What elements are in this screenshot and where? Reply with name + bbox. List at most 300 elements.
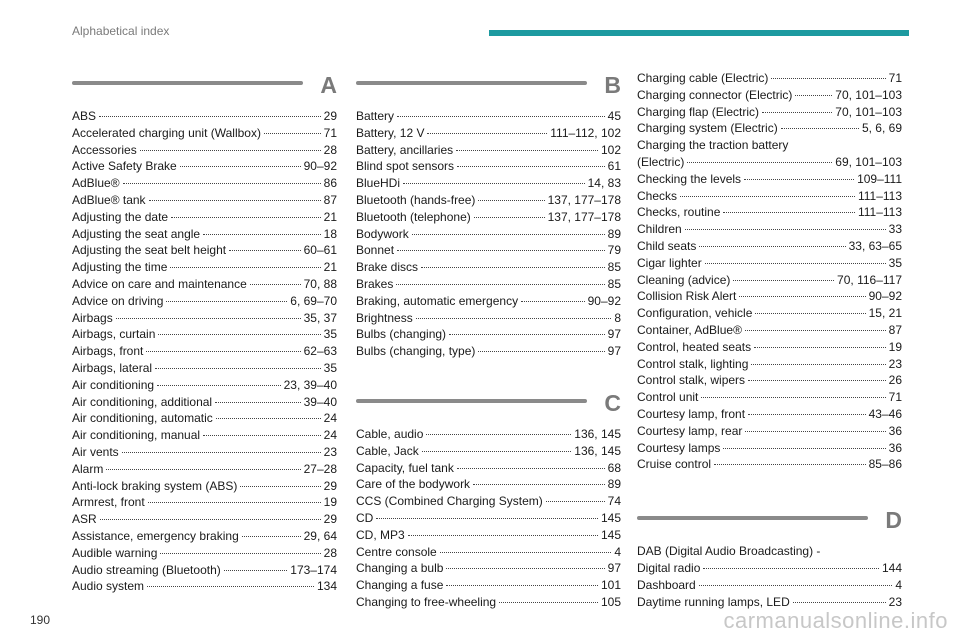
dot-leader (457, 166, 605, 167)
entry-pages[interactable]: 85 (607, 260, 621, 275)
index-entry (356, 326, 621, 343)
dot-leader (116, 318, 301, 319)
entry-pages[interactable]: 70, 101–103 (835, 104, 902, 119)
entry-pages[interactable]: 111–113 (857, 188, 902, 203)
index-entry (356, 142, 621, 159)
entry-term: Bodywork (356, 226, 409, 241)
dot-leader (793, 602, 886, 603)
entry-term: Cigar lighter (637, 255, 702, 270)
entry-pages[interactable]: 90–92 (303, 159, 337, 174)
dot-leader (744, 179, 854, 180)
entry-term: Brake discs (356, 260, 419, 275)
dot-leader (422, 451, 572, 452)
entry-term: Children (637, 222, 682, 237)
entry-term: Child seats (637, 238, 697, 253)
entry-term: Checks (637, 188, 678, 203)
entry-pages[interactable]: 35, 37 (303, 310, 337, 325)
dot-leader (781, 128, 859, 129)
dot-leader (748, 380, 886, 381)
entry-term: Air conditioning, automatic (72, 411, 213, 426)
index-entry (72, 175, 337, 192)
dot-leader (166, 301, 287, 302)
index-entry (356, 175, 621, 192)
index-entry (356, 226, 621, 243)
dot-leader (446, 568, 604, 569)
entry-term: CCS (Combined Charging System) (356, 494, 543, 509)
index-entry (637, 171, 902, 188)
index-entry (72, 108, 337, 125)
entry-pages[interactable]: 36 (888, 423, 902, 438)
entry-term: Active Safety Brake (72, 159, 177, 174)
entry-pages[interactable]: 137, 177–178 (547, 209, 621, 224)
entry-term: Air vents (72, 444, 119, 459)
entry-pages[interactable]: 90–92 (587, 293, 621, 308)
entry-pages[interactable]: 28 (323, 142, 337, 157)
entry-term: AdBlue® tank (72, 192, 146, 207)
entry-term: Airbags, curtain (72, 327, 156, 342)
index-entry (637, 104, 902, 121)
entry-pages[interactable]: 136, 145 (574, 426, 621, 441)
dot-leader (376, 518, 598, 519)
entry-term: Adjusting the seat angle (72, 226, 201, 241)
entry-pages[interactable]: 60–61 (303, 243, 337, 258)
entry-pages[interactable]: 33 (888, 222, 902, 237)
dot-leader (123, 183, 321, 184)
entry-pages[interactable]: 23 (888, 356, 902, 371)
dot-leader (705, 263, 886, 264)
dot-leader (446, 585, 598, 586)
index-entry (72, 394, 337, 411)
entry-term: Advice on driving (72, 293, 164, 308)
entry-pages[interactable]: 21 (323, 209, 337, 224)
entry-pages[interactable]: 71 (888, 71, 902, 85)
dot-leader (155, 368, 321, 369)
index-column-1 (72, 72, 337, 595)
dot-leader (408, 535, 598, 536)
entry-pages[interactable]: 85–86 (868, 457, 902, 472)
entry-list-d (637, 543, 902, 610)
dot-leader (242, 536, 301, 537)
index-entry (72, 310, 337, 327)
dot-leader (397, 250, 605, 251)
entry-term: Airbags, lateral (72, 360, 153, 375)
entry-pages[interactable]: 4 (614, 544, 621, 559)
index-entry (356, 125, 621, 142)
entry-pages[interactable]: 29 (323, 109, 337, 123)
dot-leader (397, 116, 605, 117)
section-rule (637, 516, 868, 520)
entry-term: Audible warning (72, 545, 158, 560)
entry-term: Charging cable (Electric) (637, 71, 769, 85)
entry-pages[interactable]: 87 (888, 322, 902, 337)
dot-leader (457, 468, 605, 469)
entry-pages[interactable]: 68 (607, 460, 621, 475)
index-entry (637, 456, 902, 473)
entry-pages[interactable]: 111–112, 102 (550, 125, 621, 140)
dot-leader (701, 397, 885, 398)
dot-leader (427, 133, 547, 134)
entry-pages[interactable]: 29, 64 (303, 528, 337, 543)
entry-pages[interactable]: 45 (607, 109, 621, 123)
index-entry (356, 276, 621, 293)
dot-leader (240, 486, 320, 487)
entry-term: Charging flap (Electric) (637, 104, 760, 119)
dot-leader (745, 330, 886, 331)
entry-pages[interactable]: 111–113 (857, 205, 902, 220)
dot-leader (149, 200, 321, 201)
dot-leader (473, 484, 605, 485)
entry-term: Air conditioning (72, 377, 155, 392)
entry-pages[interactable]: 62–63 (303, 344, 337, 359)
entry-term: Cleaning (advice) (637, 272, 731, 287)
entry-term: ASR (72, 512, 97, 527)
index-entry (72, 511, 337, 528)
dot-leader (546, 501, 605, 502)
entry-pages[interactable]: 36 (888, 440, 902, 455)
index-entry (356, 192, 621, 209)
index-entry (637, 221, 902, 238)
dot-leader (440, 552, 612, 553)
dot-leader (762, 112, 832, 113)
entry-list-c-continued (637, 70, 902, 473)
entry-term: Courtesy lamp, rear (637, 423, 743, 438)
index-entry (72, 562, 337, 579)
index-entry (637, 356, 902, 373)
entry-pages[interactable]: 27–28 (303, 461, 337, 476)
dot-leader (474, 217, 545, 218)
dot-leader (754, 347, 886, 348)
entry-term: Battery, ancillaries (356, 142, 454, 157)
entry-term: Assistance, emergency braking (72, 528, 239, 543)
entry-pages[interactable]: 26 (888, 373, 902, 388)
dot-leader (216, 418, 321, 419)
dot-leader (203, 234, 321, 235)
dot-leader (745, 431, 885, 432)
dot-leader (122, 452, 321, 453)
dot-leader (426, 434, 571, 435)
entry-term: Configuration, vehicle (637, 306, 753, 321)
index-entry (356, 259, 621, 276)
section-header-a (72, 72, 337, 108)
entry-term: Courtesy lamps (637, 440, 721, 455)
entry-pages[interactable]: 39–40 (303, 394, 337, 409)
entry-pages[interactable]: 71 (323, 125, 337, 140)
entry-list-a (72, 108, 337, 595)
dot-leader (229, 250, 301, 251)
entry-pages[interactable]: 144 (881, 560, 902, 575)
index-entry (72, 528, 337, 545)
entry-term: Changing a fuse (356, 578, 444, 593)
index-entry (72, 242, 337, 259)
dot-leader (99, 116, 321, 117)
entry-term: Accelerated charging unit (Wallbox) (72, 125, 261, 140)
entry-term: Battery (356, 109, 395, 123)
entry-term: Audio streaming (Bluetooth) (72, 562, 221, 577)
dot-leader (250, 284, 301, 285)
entry-pages[interactable]: 19 (323, 495, 337, 510)
entry-term: ABS (72, 109, 97, 123)
dot-leader (106, 469, 300, 470)
entry-term: Armrest, front (72, 495, 145, 510)
entry-term: (Electric) (637, 154, 685, 169)
entry-pages[interactable]: 19 (888, 339, 902, 354)
entry-pages[interactable]: 145 (600, 527, 621, 542)
entry-term: Control, heated seats (637, 339, 752, 354)
index-entry (637, 204, 902, 221)
dot-leader (456, 150, 598, 151)
dot-leader (699, 585, 893, 586)
entry-term: Bonnet (356, 243, 395, 258)
index-entry (72, 377, 337, 394)
entry-pages[interactable]: 137, 177–178 (547, 192, 621, 207)
dot-leader (685, 229, 886, 230)
dot-leader (478, 200, 544, 201)
entry-pages[interactable]: 70, 101–103 (835, 87, 902, 102)
dot-leader (421, 267, 605, 268)
entry-pages[interactable]: 24 (323, 428, 337, 443)
entry-term: BlueHDi (356, 176, 401, 191)
dot-leader (158, 334, 320, 335)
index-entry (72, 259, 337, 276)
entry-term: Changing to free-wheeling (356, 594, 497, 609)
index-entry (356, 242, 621, 259)
index-entry (637, 577, 902, 594)
section-header-d (637, 507, 902, 543)
entry-term: Courtesy lamp, front (637, 406, 746, 421)
entry-term: Control stalk, wipers (637, 373, 746, 388)
entry-term: Checking the levels (637, 171, 742, 186)
index-entry (637, 238, 902, 255)
entry-pages[interactable]: 29 (323, 512, 337, 527)
entry-pages[interactable]: 69, 101–103 (835, 154, 902, 169)
entry-pages[interactable]: 70, 116–117 (837, 272, 902, 287)
entry-pages[interactable]: 4 (895, 577, 902, 592)
entry-pages[interactable]: 28 (323, 545, 337, 560)
entry-pages[interactable]: 35 (323, 327, 337, 342)
entry-term: Battery, 12 V (356, 125, 425, 140)
entry-list-b (356, 108, 621, 360)
entry-pages[interactable]: 105 (600, 594, 621, 609)
dot-leader (714, 464, 866, 465)
entry-pages[interactable]: 24 (323, 411, 337, 426)
entry-term: AdBlue® (72, 176, 120, 191)
entry-pages[interactable]: 145 (600, 510, 621, 525)
section-header-c (356, 389, 621, 426)
index-entry (637, 406, 902, 423)
index-entry (356, 510, 621, 527)
index-entry (637, 440, 902, 457)
index-entry (72, 293, 337, 310)
entry-pages[interactable]: 23, 39–40 (283, 377, 337, 392)
entry-term: CD (356, 510, 374, 525)
entry-term: Audio system (72, 579, 145, 594)
dot-leader (403, 183, 585, 184)
dot-leader (148, 502, 321, 503)
entry-term: Airbags (72, 310, 113, 325)
entry-term: Brakes (356, 276, 394, 291)
entry-term: Alarm (72, 461, 104, 476)
index-entry (637, 137, 902, 154)
entry-pages[interactable]: 21 (323, 260, 337, 275)
watermark: carmanualsonline.info (723, 608, 948, 633)
section-header-b (356, 72, 621, 108)
entry-pages[interactable]: 136, 145 (574, 443, 621, 458)
index-column-2 (356, 72, 621, 611)
entry-pages[interactable]: 5, 6, 69 (861, 121, 902, 136)
entry-pages[interactable]: 79 (607, 243, 621, 258)
index-entry (356, 426, 621, 443)
dot-leader (521, 301, 585, 302)
entry-pages[interactable]: 29 (323, 478, 337, 493)
entry-pages[interactable]: 23 (323, 444, 337, 459)
section-letter-c: C (604, 389, 621, 416)
entry-pages[interactable]: 15, 21 (868, 306, 902, 321)
index-entry (356, 443, 621, 460)
entry-term: Care of the bodywork (356, 477, 471, 492)
entry-pages[interactable]: 74 (607, 494, 621, 509)
entry-pages[interactable]: 86 (323, 176, 337, 191)
index-entry (637, 339, 902, 356)
entry-pages[interactable]: 89 (607, 477, 621, 492)
entry-term: Bluetooth (telephone) (356, 209, 471, 224)
index-entry (72, 461, 337, 478)
entry-pages[interactable]: 89 (607, 226, 621, 241)
entry-term: Cruise control (637, 457, 712, 472)
entry-term: Air conditioning, manual (72, 428, 201, 443)
dot-leader (160, 553, 320, 554)
index-entry (637, 322, 902, 339)
dot-leader (723, 212, 855, 213)
index-entry (637, 70, 902, 87)
index-entry (637, 87, 902, 104)
entry-term: Checks, routine (637, 205, 721, 220)
index-entry (637, 372, 902, 389)
entry-pages[interactable]: 97 (607, 344, 621, 359)
entry-pages[interactable]: 85 (607, 276, 621, 291)
entry-term: Adjusting the date (72, 209, 169, 224)
entry-pages[interactable]: 97 (607, 561, 621, 576)
entry-term: Adjusting the seat belt height (72, 243, 227, 258)
index-entry (72, 226, 337, 243)
entry-pages[interactable]: 101 (600, 578, 621, 593)
dot-leader (180, 166, 301, 167)
entry-term: Dashboard (637, 577, 696, 592)
entry-term: Charging connector (Electric) (637, 87, 793, 102)
entry-term: CD, MP3 (356, 527, 405, 542)
entry-term: Cable, audio (356, 426, 424, 441)
index-entry (72, 494, 337, 511)
entry-term: Bulbs (changing, type) (356, 344, 476, 359)
entry-pages[interactable]: 90–92 (868, 289, 902, 304)
entry-pages[interactable]: 61 (607, 159, 621, 174)
entry-pages[interactable]: 97 (607, 327, 621, 342)
running-header-title: Alphabetical index (72, 24, 170, 38)
entry-pages[interactable]: 35 (323, 360, 337, 375)
dot-leader (147, 586, 314, 587)
dot-leader (449, 334, 605, 335)
entry-term: Control unit (637, 390, 699, 405)
index-entry (72, 360, 337, 377)
entry-term: Cable, Jack (356, 443, 419, 458)
entry-term: Airbags, front (72, 344, 144, 359)
dot-leader (739, 296, 865, 297)
section-letter-b: B (604, 72, 621, 98)
entry-pages[interactable]: 70, 88 (303, 276, 337, 291)
entry-pages[interactable]: 102 (600, 142, 621, 157)
entry-pages[interactable]: 109–111 (857, 171, 902, 186)
index-entry (72, 478, 337, 495)
entry-pages[interactable]: 87 (323, 192, 337, 207)
index-entry (356, 343, 621, 360)
entry-pages[interactable]: 33, 63–65 (848, 238, 902, 253)
dot-leader (680, 196, 855, 197)
index-entry (72, 125, 337, 142)
page-number: 190 (30, 613, 51, 627)
index-entry (637, 272, 902, 289)
entry-term: Capacity, fuel tank (356, 460, 454, 475)
index-entry (72, 427, 337, 444)
section-letter-a: A (320, 72, 337, 98)
entry-pages[interactable]: 173–174 (290, 562, 337, 577)
entry-term: DAB (Digital Audio Broadcasting) - (637, 544, 821, 559)
index-entry (637, 188, 902, 205)
index-entry (72, 276, 337, 293)
entry-pages[interactable]: 35 (888, 255, 902, 270)
entry-pages[interactable]: 8 (614, 310, 621, 325)
dot-leader (264, 133, 321, 134)
entry-term: Collision Risk Alert (637, 289, 737, 304)
index-entry (72, 410, 337, 427)
entry-term: Charging system (Electric) (637, 121, 778, 136)
index-entry (72, 142, 337, 159)
index-entry (356, 527, 621, 544)
dot-leader (751, 364, 885, 365)
entry-pages[interactable]: 43–46 (868, 406, 902, 421)
entry-term: Brightness (356, 310, 413, 325)
dot-leader (755, 313, 865, 314)
entry-pages[interactable]: 18 (323, 226, 337, 241)
entry-pages[interactable]: 14, 83 (587, 176, 621, 191)
index-entry (637, 389, 902, 406)
entry-pages[interactable]: 71 (888, 390, 902, 405)
dot-leader (687, 162, 832, 163)
entry-term: Air conditioning, additional (72, 394, 213, 409)
entry-term: Daytime running lamps, LED (637, 594, 790, 609)
index-entry (356, 209, 621, 226)
dot-leader (416, 318, 612, 319)
entry-pages[interactable]: 6, 69–70 (290, 293, 337, 308)
index-entry (72, 192, 337, 209)
dot-leader (146, 351, 300, 352)
dot-leader (170, 267, 320, 268)
dot-leader (140, 150, 321, 151)
entry-term: Bulbs (changing) (356, 327, 447, 342)
entry-term: Blind spot sensors (356, 159, 455, 174)
index-entry (356, 544, 621, 561)
dot-leader (412, 234, 605, 235)
index-entry (72, 444, 337, 461)
index-entry (637, 120, 902, 137)
entry-term: Adjusting the time (72, 260, 168, 275)
entry-pages[interactable]: 23 (888, 594, 902, 609)
entry-term: Digital radio (637, 560, 701, 575)
dot-leader (771, 78, 885, 79)
index-entry (356, 158, 621, 175)
dot-leader (478, 351, 604, 352)
index-entry (356, 310, 621, 327)
entry-pages[interactable]: 134 (316, 579, 337, 594)
dot-leader (703, 568, 879, 569)
